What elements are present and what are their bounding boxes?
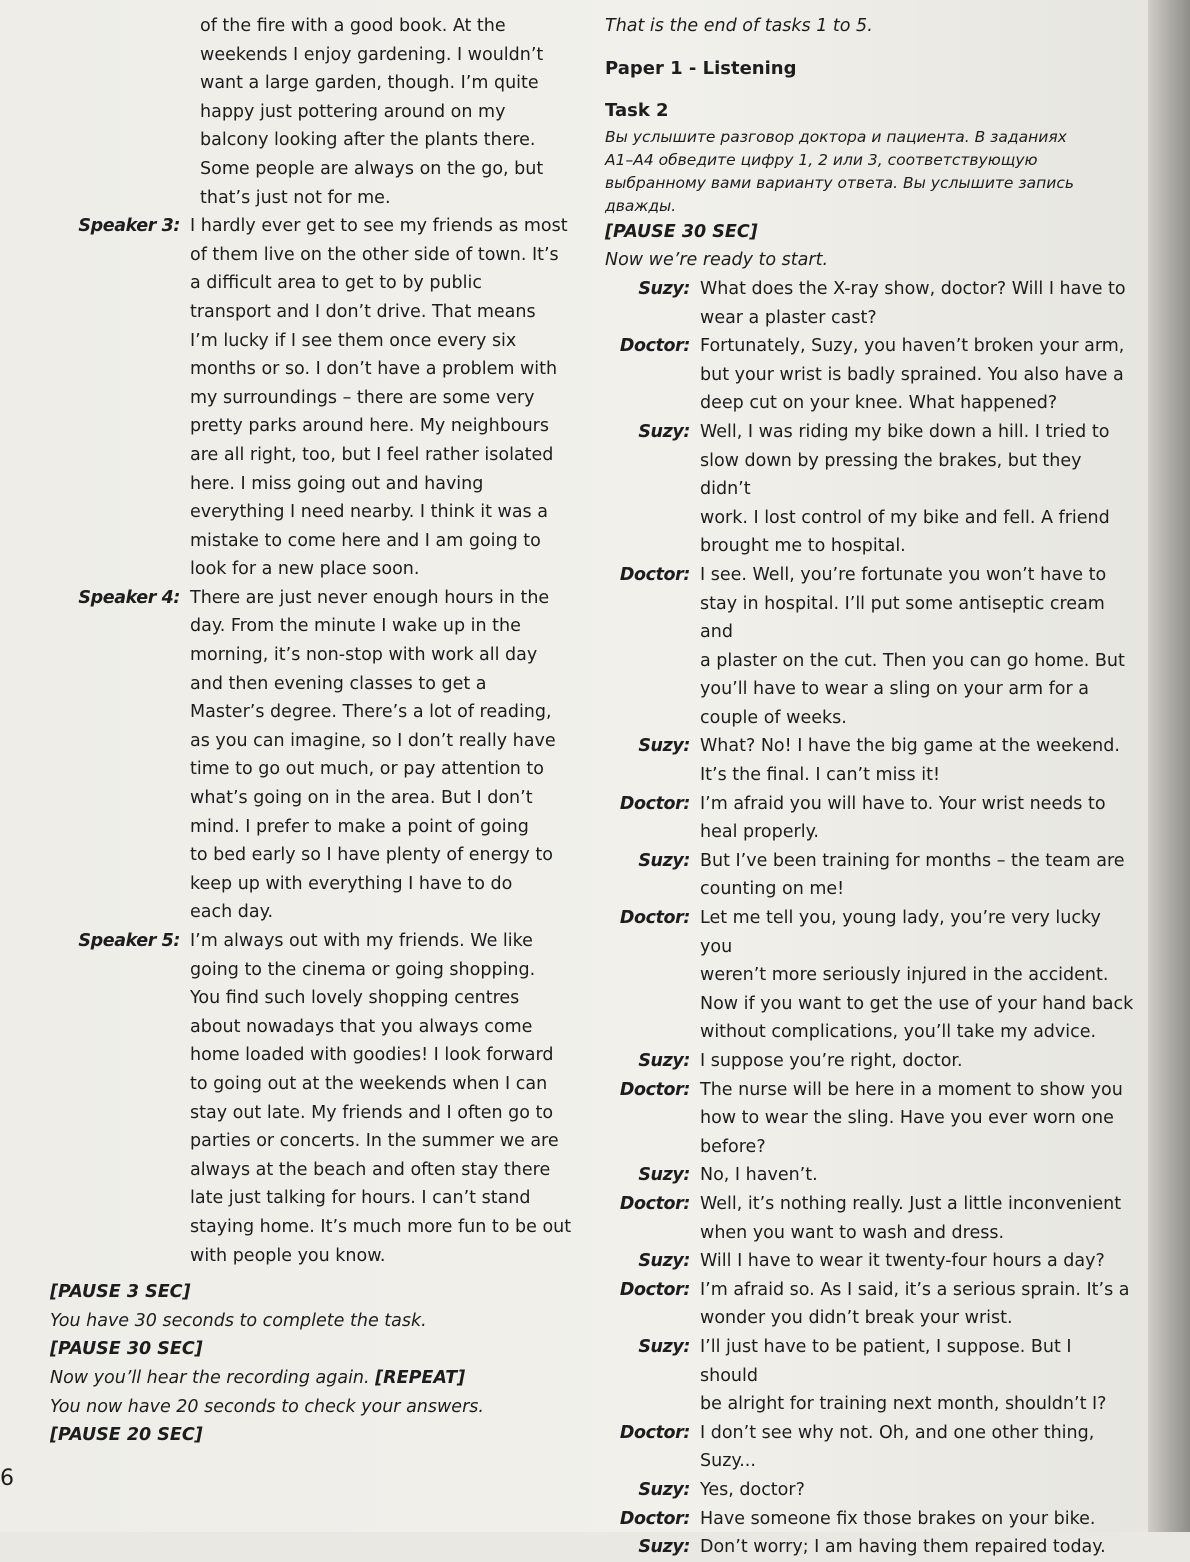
speaker-2-continuation xyxy=(50,12,590,212)
text-line: I see. Well, you’re fortunate you won’t have to xyxy=(700,564,1107,585)
text-line: But I’ve been training for months – the team are xyxy=(700,850,1125,871)
speaker-label: Doctor: xyxy=(619,1193,690,1214)
speaker-label: Suzy: xyxy=(638,1336,690,1357)
text-line: a difficult area to get to by public xyxy=(190,273,483,294)
speaker-text xyxy=(700,847,1135,904)
task-instruction: You have 30 seconds to complete the task. xyxy=(50,1310,427,1331)
speaker-label: Suzy: xyxy=(638,850,690,871)
text-line: home loaded with goodies! I look forward xyxy=(190,1045,554,1066)
dialogue-turn xyxy=(605,1190,1135,1247)
speaker-label: Doctor: xyxy=(619,336,690,357)
speaker-text xyxy=(700,1476,1135,1505)
text-line: I’m afraid you will have to. Your wrist needs to xyxy=(700,793,1106,814)
speaker-text xyxy=(190,584,590,927)
text-line: slow down by pressing the brakes, but they didn’t xyxy=(700,450,1082,500)
repeat-marker: [REPEAT] xyxy=(375,1367,466,1388)
task-instruction-line: А1–А4 обведите цифру 1, 2 или 3, соответствующую xyxy=(605,150,1038,169)
speaker-text xyxy=(190,212,590,584)
pause-instruction: [PAUSE 3 SEC] xyxy=(50,1282,191,1303)
text-line: always at the beach and often stay there xyxy=(190,1159,551,1180)
dialogue-turn xyxy=(605,1505,1135,1534)
dialogue-turn xyxy=(605,332,1135,418)
text-line: Fortunately, Suzy, you haven’t broken your arm, xyxy=(700,336,1125,357)
text-line: of the fire with a good book. At the xyxy=(200,16,506,36)
hear-again-text: Now you’ll hear the recording again. xyxy=(50,1367,370,1388)
text-line: I’m afraid so. As I said, it’s a serious sprain. It’s a xyxy=(700,1279,1130,1300)
speaker-label: Doctor: xyxy=(619,564,690,585)
text-line: stay out late. My friends and I often go to xyxy=(190,1102,554,1123)
right-column xyxy=(605,12,1135,1562)
speaker-4-entry xyxy=(50,584,590,927)
speaker-label: Doctor: xyxy=(619,1508,690,1529)
text-line: my surroundings – there are some very xyxy=(190,387,535,408)
text-line: wonder you didn’t break your wrist. xyxy=(700,1308,1013,1329)
text-line: pretty parks around here. My neighbours xyxy=(190,416,549,437)
text-line: I suppose you’re right, doctor. xyxy=(700,1051,963,1071)
speaker-label: Doctor: xyxy=(619,908,690,929)
text-line: deep cut on your knee. What happened? xyxy=(700,393,1058,414)
text-line: mind. I prefer to make a point of going xyxy=(190,816,529,837)
text-line: and then evening classes to get a xyxy=(190,673,487,694)
task-instruction-line: выбранному вами варианту ответа. Вы услышите запись xyxy=(605,173,1075,192)
speaker-text xyxy=(700,1419,1135,1476)
speaker-label: Suzy: xyxy=(638,736,690,757)
dialogue-turn xyxy=(605,1333,1135,1419)
speaker-label: Speaker 4: xyxy=(78,587,180,608)
text-line: I’m always out with my friends. We like xyxy=(190,931,533,951)
text-line: I don’t see why not. Oh, and one other thing, xyxy=(700,1422,1095,1443)
dialogue xyxy=(605,275,1135,1562)
text-line: Well, it’s nothing really. Just a little inconvenient xyxy=(700,1193,1122,1214)
text-line: time to go out much, or pay attention to xyxy=(190,759,544,780)
speaker-label: Doctor: xyxy=(619,1279,690,1300)
speaker-label: Speaker 3: xyxy=(78,216,180,237)
text-line: day. From the minute I wake up in the xyxy=(190,616,521,637)
text-line: keep up with everything I have to do xyxy=(190,873,513,894)
text-line: be alright for training next month, shouldn’t I? xyxy=(700,1394,1107,1415)
text-line: No, I haven’t. xyxy=(700,1165,818,1186)
text-line: what’s going on in the area. But I don’t xyxy=(190,788,533,809)
speaker-text xyxy=(700,1076,1135,1162)
dialogue-turn xyxy=(605,847,1135,904)
text-line: parties or concerts. In the summer we are xyxy=(190,1131,559,1152)
text-line: a plaster on the cut. Then you can go home. But xyxy=(700,650,1125,671)
text-line: are all right, too, but I feel rather isolated xyxy=(190,444,554,465)
speaker-label: Suzy: xyxy=(638,1051,690,1071)
text-line: to bed early so I have plenty of energy to xyxy=(190,845,553,866)
task-heading: Task 2 xyxy=(605,100,669,122)
text-line: work. I lost control of my bike and fell. A friend xyxy=(700,507,1110,528)
task-instruction xyxy=(50,1364,590,1393)
speaker-text xyxy=(700,1190,1135,1247)
text-line: Yes, doctor? xyxy=(700,1479,805,1500)
spacer xyxy=(605,83,1135,97)
dialogue-turn xyxy=(605,732,1135,789)
dialogue-turn xyxy=(605,790,1135,847)
dialogue-turn xyxy=(605,1076,1135,1162)
text-line: to going out at the weekends when I can xyxy=(190,1073,548,1094)
speaker-label: Suzy: xyxy=(638,1479,690,1500)
text-line: that’s just not for me. xyxy=(200,187,391,208)
speaker-text xyxy=(700,790,1135,847)
text-line: transport and I don’t drive. That means xyxy=(190,301,536,322)
speaker-text xyxy=(700,332,1135,418)
speaker-text xyxy=(700,1276,1135,1333)
speaker-text xyxy=(190,927,590,1270)
dialogue-turn xyxy=(605,1276,1135,1333)
text-line: everything I need nearby. I think it was a xyxy=(190,502,548,523)
speaker-5-entry xyxy=(50,927,590,1270)
text-line: happy just pottering around on my xyxy=(200,101,506,122)
speaker-label: Suzy: xyxy=(638,1165,690,1186)
text-line: I hardly ever get to see my friends as most xyxy=(190,216,568,237)
pause-instruction: [PAUSE 30 SEC] xyxy=(605,221,758,242)
text-line: wear a plaster cast? xyxy=(700,307,877,328)
task-instruction: Now we’re ready to start. xyxy=(605,250,829,271)
text-line: want a large garden, though. I’m quite xyxy=(200,73,539,94)
speaker-label: Doctor: xyxy=(619,1422,690,1443)
text-line: here. I miss going out and having xyxy=(190,473,484,494)
speaker-label: Doctor: xyxy=(619,1079,690,1100)
speaker-label: Suzy: xyxy=(638,278,690,299)
task-instruction: You now have 20 seconds to check your answers. xyxy=(50,1396,484,1417)
text-line: What? No! I have the big game at the weekend. xyxy=(700,736,1120,757)
text-line: about nowadays that you always come xyxy=(190,1016,533,1037)
text-line: Don’t worry; I am having them repaired today. xyxy=(700,1537,1106,1558)
speaker-text xyxy=(700,1047,1135,1076)
text-line: I’m lucky if I see them once every six xyxy=(190,330,517,351)
speaker-text xyxy=(700,1247,1135,1276)
dialogue-turn xyxy=(605,1247,1135,1276)
text-line: Master’s degree. There’s a lot of reading, xyxy=(190,702,552,723)
speaker-text xyxy=(700,1533,1135,1562)
text-line: It’s the final. I can’t miss it! xyxy=(700,765,940,786)
text-line: Now if you want to get the use of your hand back xyxy=(700,993,1134,1014)
text-line: I’ll just have to be patient, I suppose. But I should xyxy=(700,1336,1072,1386)
text-line: look for a new place soon. xyxy=(190,559,420,580)
text-line: morning, it’s non-stop with work all day xyxy=(190,645,538,666)
text-line: weren’t more seriously injured in the accident. xyxy=(700,965,1109,986)
spacer xyxy=(605,41,1135,55)
text-line: What does the X-ray show, doctor? Will I have to xyxy=(700,278,1126,299)
text-line: without complications, you’ll take my advice. xyxy=(700,1022,1097,1043)
text-line: The nurse will be here in a moment to show you xyxy=(700,1079,1123,1100)
speaker-text xyxy=(700,904,1135,1047)
text-line: you’ll have to wear a sling on your arm for a xyxy=(700,679,1089,700)
speaker-3-entry xyxy=(50,212,590,584)
task-instruction-line: Вы услышите разговор доктора и пациента. В заданиях xyxy=(605,127,1067,146)
text-line: Well, I was riding my bike down a hill. I tried to xyxy=(700,421,1110,442)
text-line: going to the cinema or going shopping. xyxy=(190,959,536,980)
left-column xyxy=(50,12,590,1450)
text-line: There are just never enough hours in the xyxy=(190,587,550,608)
text-line: stay in hospital. I’ll put some antiseptic cream and xyxy=(700,593,1105,643)
speaker-text xyxy=(700,1505,1135,1534)
dialogue-turn xyxy=(605,1047,1135,1076)
speaker-label: Suzy: xyxy=(638,421,690,442)
text-line: You find such lovely shopping centres xyxy=(190,988,520,1009)
text-line: weekends I enjoy gardening. I wouldn’t xyxy=(200,44,544,65)
text-line: brought me to hospital. xyxy=(700,536,906,557)
text-line: of them live on the other side of town. It’s xyxy=(190,244,559,265)
text-line: how to wear the sling. Have you ever worn one xyxy=(700,1108,1114,1129)
text-line: counting on me! xyxy=(700,879,845,900)
text-line: each day. xyxy=(190,902,274,923)
speaker-text xyxy=(700,275,1135,332)
text-line: Will I have to wear it twenty-four hours a day? xyxy=(700,1251,1105,1272)
speaker-text xyxy=(700,732,1135,789)
text-line: Suzy... xyxy=(700,1451,756,1472)
speaker-label: Suzy: xyxy=(638,1537,690,1558)
page-binding-edge xyxy=(1148,0,1190,1532)
speaker-label: Suzy: xyxy=(638,1251,690,1272)
task-instruction-line: дважды. xyxy=(605,196,677,215)
spacer xyxy=(50,1270,590,1278)
dialogue-turn xyxy=(605,1161,1135,1190)
text-line: before? xyxy=(700,1136,766,1157)
speaker-text xyxy=(700,561,1135,733)
text-line: late just talking for hours. I can’t stand xyxy=(190,1188,531,1209)
text-line: mistake to come here and I am going to xyxy=(190,530,541,551)
text-line: heal properly. xyxy=(700,822,819,843)
text-line: staying home. It’s much more fun to be out xyxy=(190,1216,572,1237)
text-line: when you want to wash and dress. xyxy=(700,1222,1005,1243)
text-line: but your wrist is badly sprained. You also have a xyxy=(700,364,1124,385)
speaker-text xyxy=(700,1161,1135,1190)
speaker-label: Doctor: xyxy=(619,793,690,814)
dialogue-turn xyxy=(605,418,1135,561)
speaker-label: Speaker 5: xyxy=(78,931,180,951)
text-line: with people you know. xyxy=(190,1245,386,1266)
dialogue-turn xyxy=(605,1419,1135,1476)
text-line: Have someone fix those brakes on your bike. xyxy=(700,1508,1096,1529)
page-number: 6 xyxy=(0,1466,14,1491)
dialogue-turn xyxy=(605,1476,1135,1505)
text-line: couple of weeks. xyxy=(700,707,847,728)
task-instruction: That is the end of tasks 1 to 5. xyxy=(605,16,873,36)
speaker-text xyxy=(700,1333,1135,1419)
dialogue-turn xyxy=(605,561,1135,733)
dialogue-turn xyxy=(605,275,1135,332)
speaker-text xyxy=(700,418,1135,561)
text-line: Some people are always on the go, but xyxy=(200,158,544,179)
dialogue-turn xyxy=(605,904,1135,1047)
paper-heading: Paper 1 - Listening xyxy=(605,57,797,79)
text-line: months or so. I don’t have a problem with xyxy=(190,359,558,380)
pause-instruction: [PAUSE 30 SEC] xyxy=(50,1339,203,1360)
text-line: as you can imagine, so I don’t really have xyxy=(190,730,556,751)
pause-instruction: [PAUSE 20 SEC] xyxy=(50,1425,203,1446)
text-line: Let me tell you, young lady, you’re very lucky you xyxy=(700,908,1101,957)
dialogue-turn xyxy=(605,1533,1135,1562)
text-line: balcony looking after the plants there. xyxy=(200,130,536,151)
